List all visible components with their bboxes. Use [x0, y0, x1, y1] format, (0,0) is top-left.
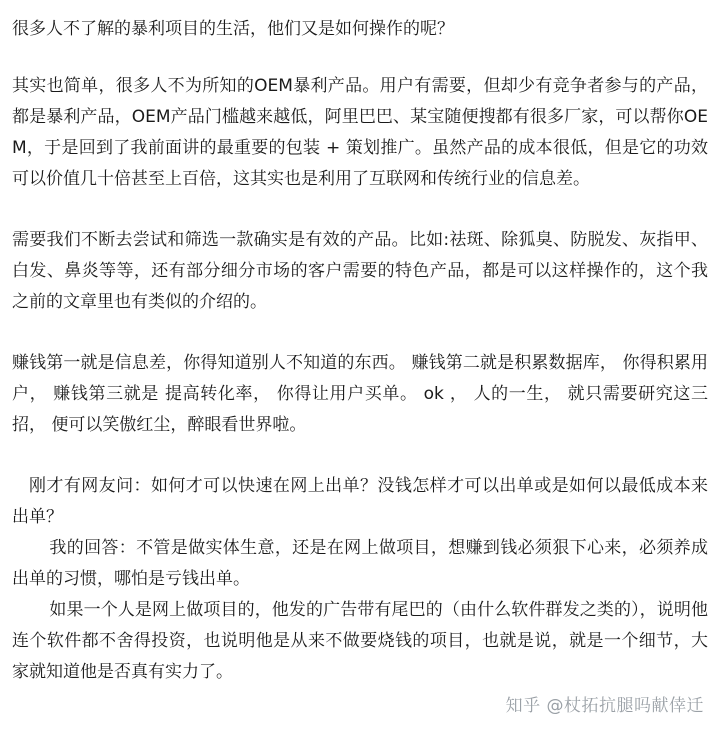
paragraph-three-rules: 赚钱第一就是信息差，你得知道别人不知道的东西。 赚钱第二就是积累数据库， 你得积累用户， 赚钱第三就是 提高转化率， 你得让用户买单。 ok ， 人的一生， 就只需要研究这三招， 便可以笑傲红尘，醉眼看世界啦。	[12, 353, 708, 435]
zhihu-watermark: 知乎 @杖拓抗腿吗献倖迁	[505, 696, 704, 716]
paragraph-reader-question: 刚才有网友问：如何才可以快速在网上出单？没钱怎样才可以出单或是如何以最低成本来出单？	[12, 476, 708, 527]
paragraph-intro-question: 很多人不了解的暴利项目的生活，他们又是如何操作的呢？	[12, 19, 454, 39]
paragraph-product-selection: 需要我们不断去尝试和筛选一款确实是有效的产品。比如:祛斑、除狐臭、防脱发、灰指甲、白发、鼻炎等等，还有部分细分市场的客户需要的特色产品，都是可以这样操作的，这个我之前的文章里也有类似的介绍的。	[12, 230, 708, 312]
paragraph-software-detail: 如果一个人是网上做项目的，他发的广告带有尾巴的（由什么软件群发之类的），说明他连个软件都不舍得投资，也说明他是从来不做要烧钱的项目，也就是说，就是一个细节，大家就知道他是否真有实力了。	[12, 600, 708, 682]
paragraph-oem-products: 其实也简单，很多人不为所知的OEM暴利产品。用户有需要，但却少有竞争者参与的产品，都是暴利产品，OEM产品门槛越来越低，阿里巴巴、某宝随便搜都有很多厂家，可以帮你OEM，于是回到了我前面讲的最重要的包装 + 策划推广。虽然产品的成本很低，但是它的功效可以价值几十倍甚至上百倍，这其实也是利用了互联网和传统行业的信息差。	[12, 76, 708, 189]
paragraph-my-answer: 我的回答：不管是做实体生意，还是在网上做项目，想赚到钱必须狠下心来，必须养成出单的习惯，哪怕是亏钱出单。	[12, 538, 708, 589]
